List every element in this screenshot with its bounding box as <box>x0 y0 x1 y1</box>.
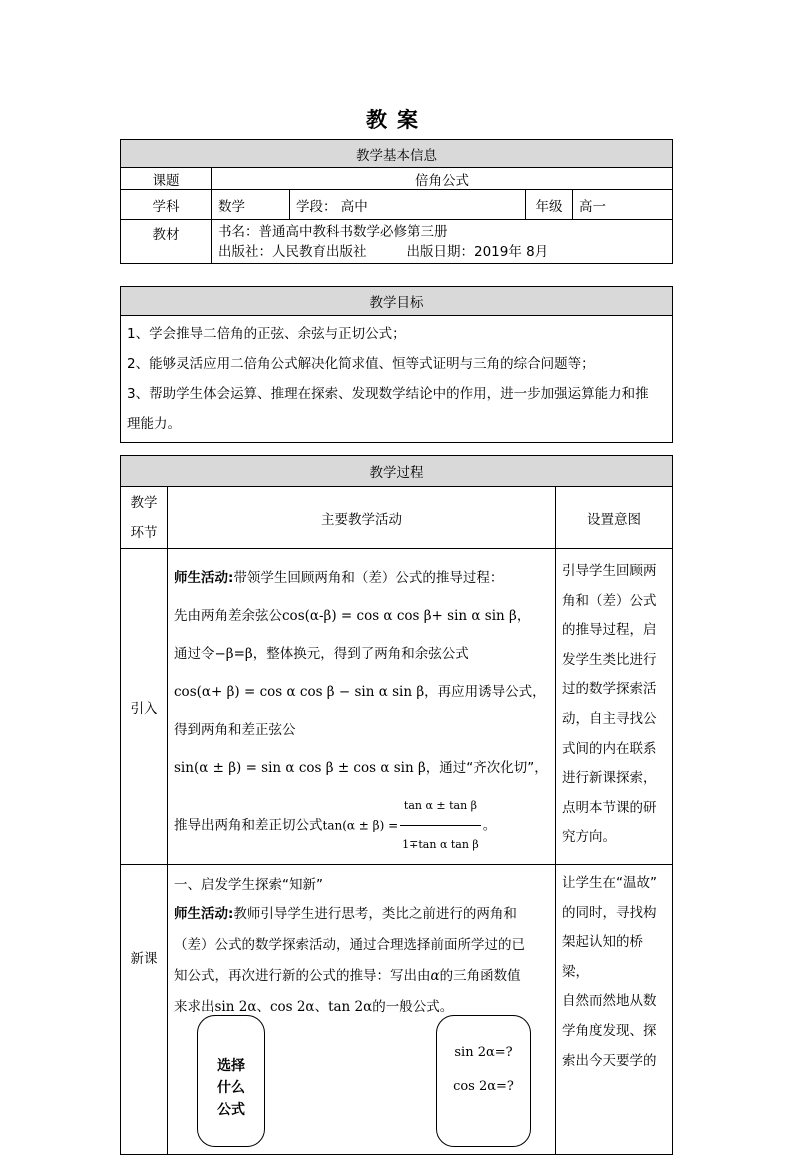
stage-label: 学段： <box>296 198 337 215</box>
box-text: 公式 <box>217 1102 245 1118</box>
stage-header-line: 教学 <box>130 494 158 511</box>
intent-line: 究方向。 <box>562 829 616 846</box>
new-lesson-text: 的一般公式。 <box>372 999 454 1015</box>
intro-text: ，再应用诱导公式， <box>424 684 546 700</box>
teacher-student-label: 师生活动: <box>174 906 234 922</box>
textbook-info <box>212 220 673 264</box>
publish-date: 出版日期：2019年 8月 <box>406 243 549 260</box>
intent-line: 进行新课探索， <box>562 770 657 787</box>
stage-cell <box>290 190 526 220</box>
intro-text: 推导出两角和差正切公式 <box>174 817 323 834</box>
intro-text: 先由两角差余弦公 <box>174 608 282 624</box>
intro-activity <box>168 549 556 865</box>
new-lesson-intent <box>556 865 673 1155</box>
box-formula: cos 2α=? <box>453 1079 514 1094</box>
new-lesson-heading: 一、启发学生探索“知新” <box>174 877 323 893</box>
stage-header-line: 环节 <box>130 524 158 541</box>
topic-value: 倍角公式 <box>212 168 673 190</box>
intent-line: 让学生在“温故” <box>562 875 657 891</box>
grade-label: 年级 <box>526 190 573 220</box>
alpha-symbol: α <box>430 968 440 984</box>
intro-intent <box>556 549 673 865</box>
basic-info-header: 教学基本信息 <box>121 140 673 168</box>
intro-text: ，整体换元，得到了两角和余弦公式 <box>252 646 469 662</box>
intent-line: 点明本节课的研 <box>562 799 657 816</box>
separator: 、 <box>256 999 270 1015</box>
box-formula: sin 2α=? <box>454 1045 513 1060</box>
intent-line: 自然而然地从数 <box>562 993 657 1010</box>
sin-sum-formula: sin(α ± β) = sin α cos β ± cos α sin β <box>174 760 426 776</box>
process-header: 教学过程 <box>121 456 673 487</box>
tan-sum-lhs: tan(α ± β) = <box>322 818 399 833</box>
objectives-header: 教学目标 <box>121 287 673 316</box>
new-lesson-stage: 新课 <box>121 865 168 1155</box>
intro-text: 通过令 <box>174 646 215 662</box>
cos-difference-formula: cos(α-β) = cos α cos β+ sin α sin β <box>282 608 517 624</box>
new-lesson-text: （差）公式的数学探索活动，通过合理选择前面所学过的已 <box>174 937 525 953</box>
choose-formula-box <box>197 1015 265 1147</box>
intent-line: 过的数学探索活 <box>562 681 657 698</box>
intro-stage: 引入 <box>121 549 168 865</box>
objectives-table <box>120 286 673 443</box>
intro-text: 得到两角和差正弦公 <box>174 722 296 738</box>
fraction-denominator: 1∓tan α tan β <box>402 838 479 851</box>
intent-line: 发学生类比进行 <box>562 651 657 668</box>
tan-sum-fraction <box>400 787 481 864</box>
intent-line: 动，自主寻找公 <box>562 710 657 727</box>
intent-line: 学角度发现、探 <box>562 1022 657 1039</box>
intent-line: 索出今天要学的 <box>562 1052 657 1069</box>
subject-value: 数学 <box>212 190 290 220</box>
objective-item: 2、能够灵活应用二倍角公式解决化简求值、恒等式证明与三角的综合问题等； <box>127 356 595 372</box>
intent-line: 式间的内在联系 <box>562 740 657 757</box>
basic-info-table <box>120 139 673 264</box>
activity-column-header: 主要教学活动 <box>168 487 556 549</box>
intro-text: ，通过“齐次化切”， <box>425 760 548 776</box>
new-lesson-text: 来求出 <box>174 999 215 1015</box>
tan2a-formula: tan 2α <box>328 999 373 1015</box>
intent-line: 角和（差）公式 <box>562 592 657 609</box>
objective-item: 理能力。 <box>127 416 181 432</box>
intent-line: 的推导过程，启 <box>562 622 657 639</box>
cos-sum-formula: cos(α+ β) = cos α cos β − sin α sin β <box>174 684 425 700</box>
textbook-label: 教材 <box>121 220 212 264</box>
objective-item: 1、学会推导二倍角的正弦、余弦与正切公式； <box>127 326 406 342</box>
stage-value: 高中 <box>340 198 368 215</box>
intent-line: 引导学生回顾两 <box>562 563 657 579</box>
substitution-formula: −β=β <box>214 646 253 662</box>
objective-item: 3、帮助学生体会运算、推理在探索、发现数学结论中的作用，进一步加强运算能力和推 <box>127 386 649 402</box>
book-name: 书名：普通高中教科书数学必修第三册 <box>218 223 448 240</box>
intent-line: 架起认知的桥梁， <box>562 934 643 980</box>
intent-line: 的同时，寻找构 <box>562 904 657 921</box>
publisher: 出版社：人民教育出版社 <box>218 243 367 260</box>
box-text: 选择 <box>217 1058 245 1074</box>
stage-column-header <box>121 487 168 549</box>
target-formulas-box <box>436 1015 531 1147</box>
new-lesson-text: 知公式，再次进行新的公式的推导：写出由 <box>174 968 431 984</box>
objectives-body <box>121 316 673 443</box>
intro-text: ， <box>516 608 531 624</box>
document-title: 教案 <box>366 108 428 132</box>
intent-column-header: 设置意图 <box>556 487 673 549</box>
teacher-student-label: 师生活动: <box>174 570 234 586</box>
new-lesson-text: 的三角函数值 <box>439 968 521 984</box>
intro-text: 带领学生回顾两角和（差）公式的推导过程： <box>233 570 504 586</box>
intro-text: 。 <box>482 817 497 834</box>
cos2a-formula: cos 2α <box>269 999 315 1015</box>
topic-label: 课题 <box>121 168 212 190</box>
subject-label: 学科 <box>121 190 212 220</box>
sin2a-formula: sin 2α <box>214 999 257 1015</box>
separator: 、 <box>314 999 329 1015</box>
grade-value: 高一 <box>573 190 673 220</box>
new-lesson-text: 教师引导学生进行思考，类比之前进行的两角和 <box>233 906 517 922</box>
fraction-numerator: tan α ± tan β <box>400 787 481 826</box>
box-text: 什么 <box>217 1080 245 1096</box>
